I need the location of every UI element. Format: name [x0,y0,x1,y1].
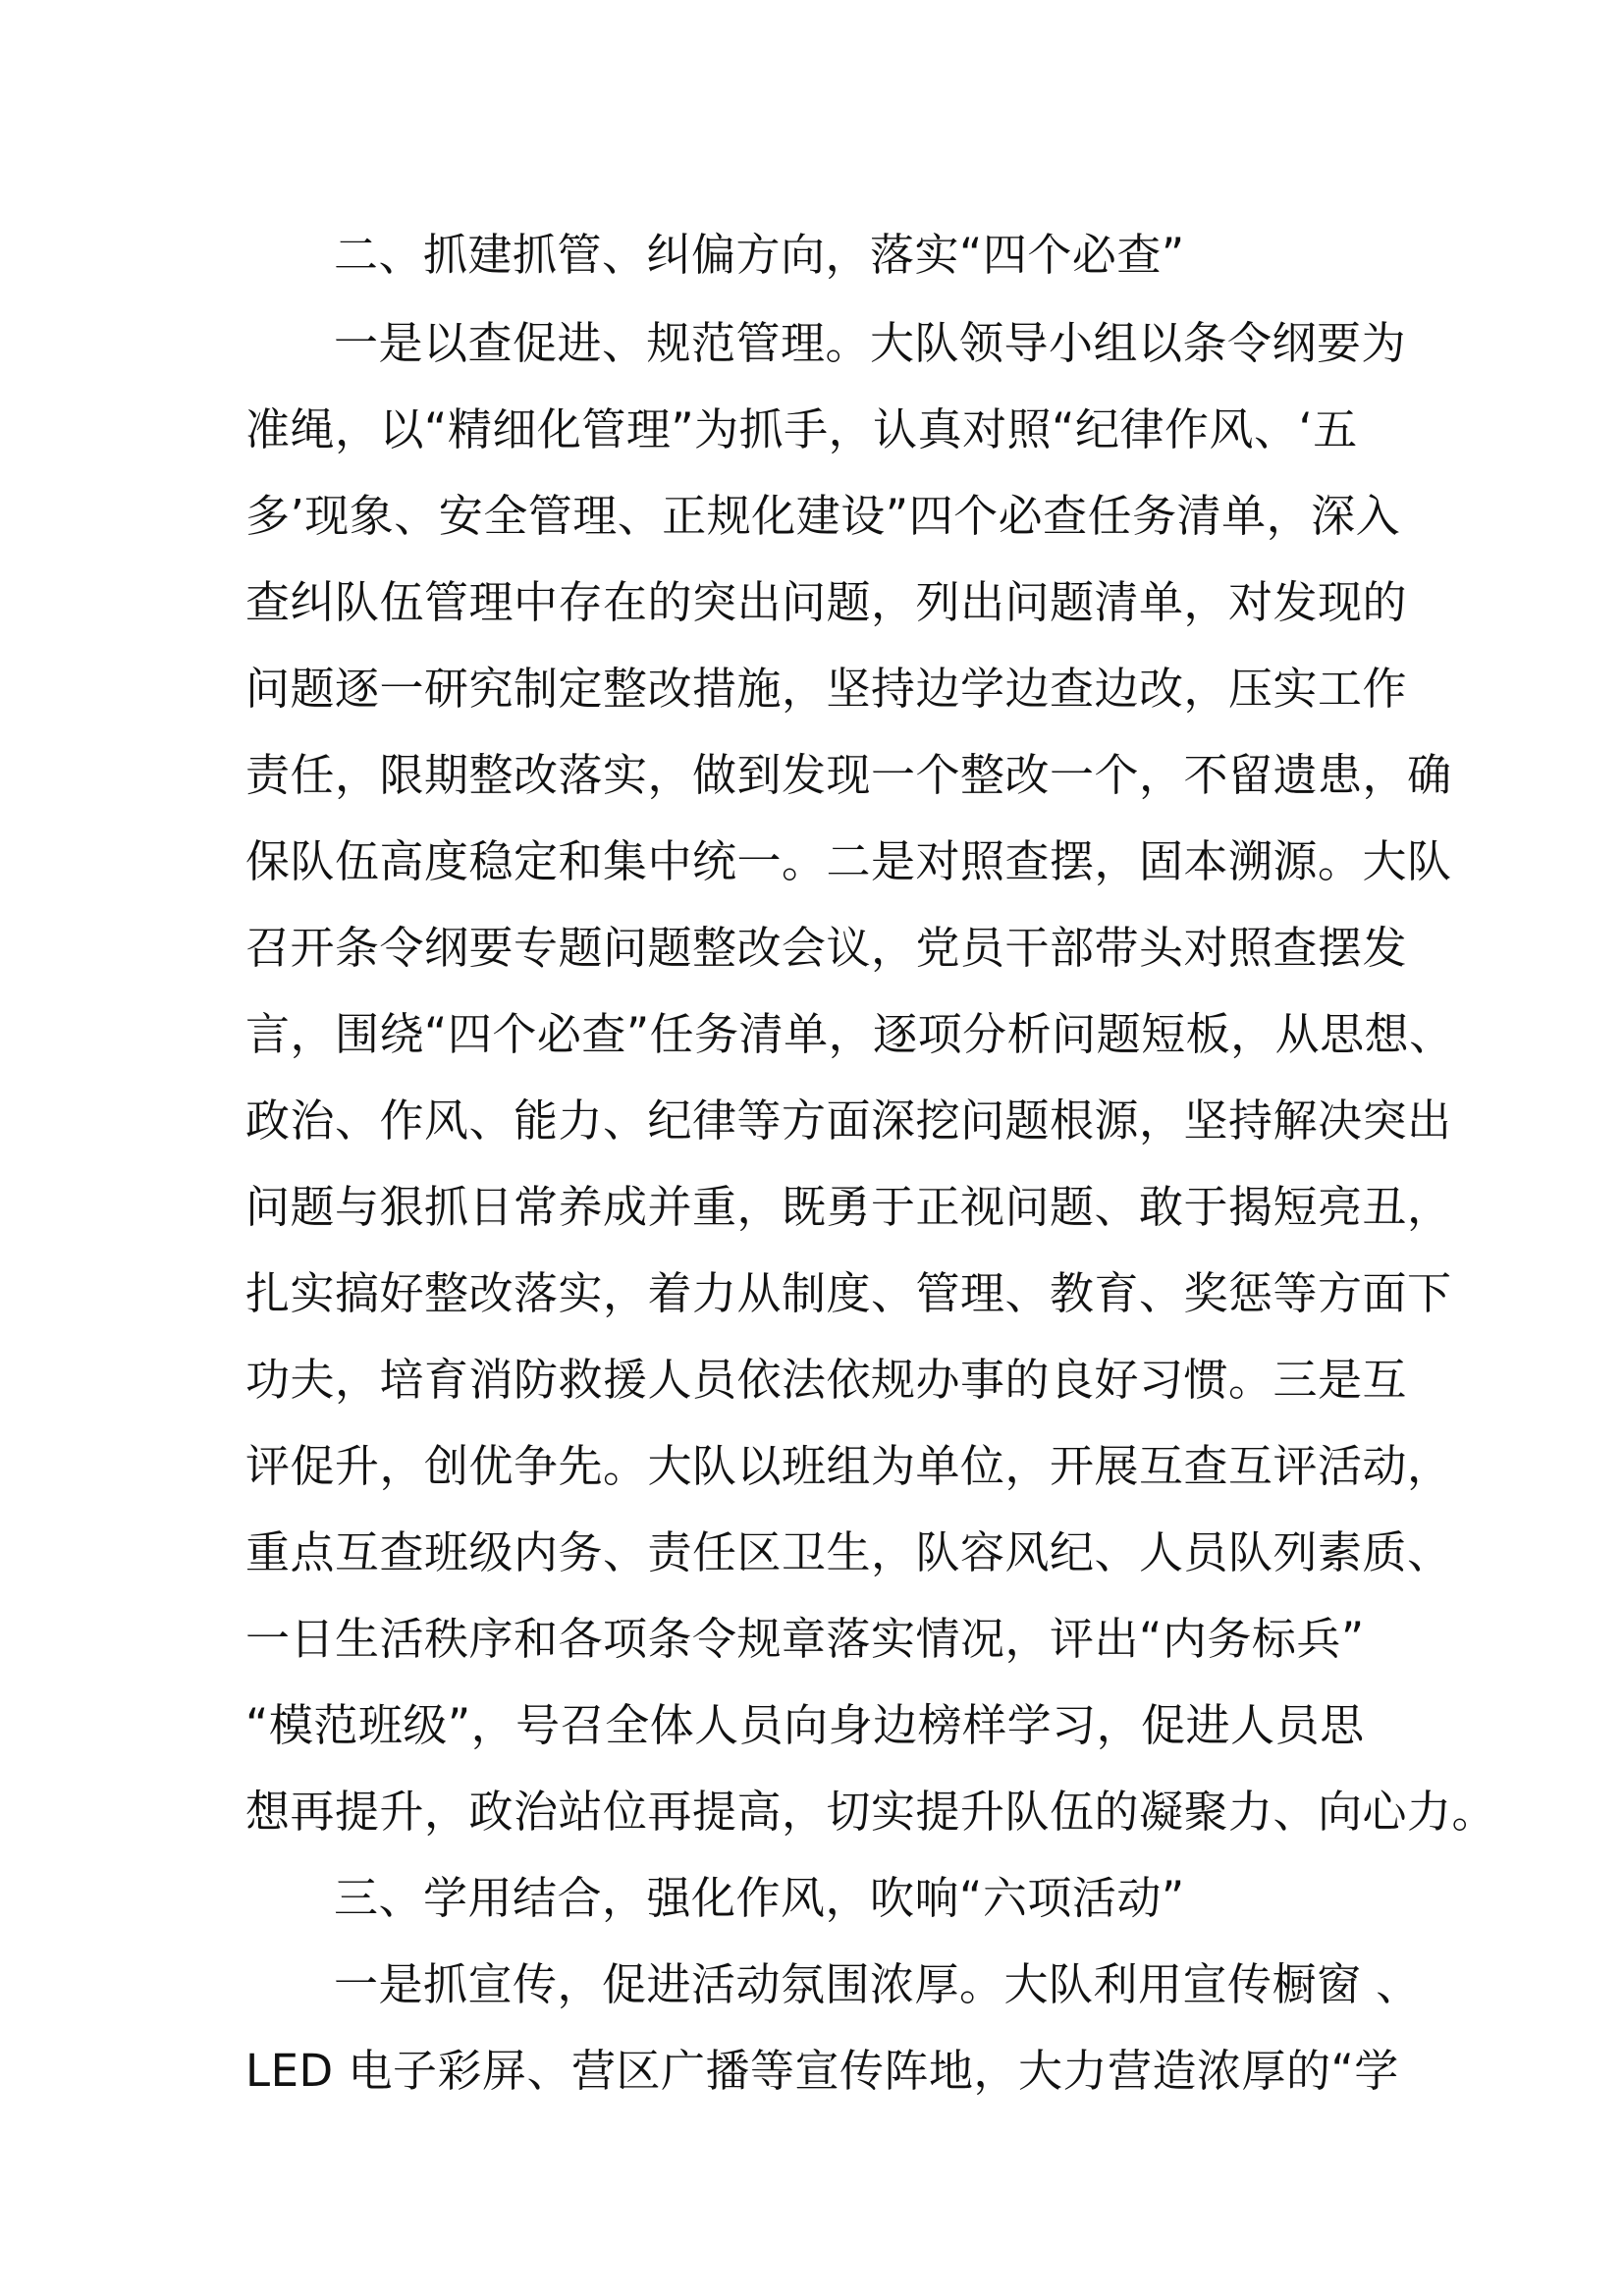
paragraph-line: 政治、作风、能力、纪律等方面深挖问题根源，坚持解决突出 [245,1095,1452,1147]
section-heading-3: 三、学用结合，强化作风，吹响“六项活动” [334,1872,1185,1924]
paragraph-line: 评促升，创优争先。大队以班组为单位，开展互查互评活动， [245,1440,1452,1492]
paragraph-line: 责任，限期整改落实，做到发现一个整改一个，不留遗患，确 [245,749,1452,801]
paragraph-line: 问题与狠抓日常养成并重，既勇于正视问题、敢于揭短亮丑， [245,1181,1452,1233]
paragraph-line: 一是抓宣传，促进活动氛围浓厚。大队利用宣传橱窗 、 [334,1958,1421,2010]
paragraph-line: 扎实搞好整改落实，着力从制度、管理、教育、奖惩等方面下 [245,1267,1452,1319]
paragraph-line: 言，围绕“四个必查”任务清单，逐项分析问题短板，从思想、 [245,1008,1454,1060]
paragraph-line: 查纠队伍管理中存在的突出问题，列出问题清单，对发现的 [245,576,1408,628]
paragraph-line: 多’现象、安全管理、正规化建设”四个必查任务清单，深入 [245,490,1401,542]
paragraph-line: 重点互查班级内务、责任区卫生，队容风纪、人员队列素质、 [245,1526,1452,1578]
paragraph-line: 功夫，培育消防救援人员依法依规办事的良好习惯。三是互 [245,1354,1408,1406]
paragraph-line: “模范班级”，号召全体人员向身边榜样学习，促进人员思 [245,1699,1365,1751]
paragraph-line: 一日生活秩序和各项条令规章落实情况，评出“内务标兵” [245,1613,1365,1665]
paragraph-line: LED 电子彩屏、营区广播等宣传阵地，大力营造浓厚的“学 [245,2045,1399,2097]
paragraph-line: 召开条令纲要专题问题整改会议，党员干部带头对照查摆发 [245,922,1408,974]
paragraph-line: 保队伍高度稳定和集中统一。二是对照查摆，固本溯源。大队 [245,835,1452,887]
paragraph-line: 准绳，以“精细化管理”为抓手，认真对照“纪律作风、‘五 [245,403,1358,455]
paragraph-line: 一是以查促进、规范管理。大队领导小组以条令纲要为 [334,317,1407,369]
paragraph-line: 想再提升，政治站位再提高，切实提升队伍的凝聚力、向心力。 [245,1786,1497,1838]
paragraph-line: 问题逐一研究制定整改措施，坚持边学边查边改，压实工作 [245,663,1408,715]
section-heading-2: 二、抓建抓管、纠偏方向，落实“四个必查” [334,229,1185,281]
